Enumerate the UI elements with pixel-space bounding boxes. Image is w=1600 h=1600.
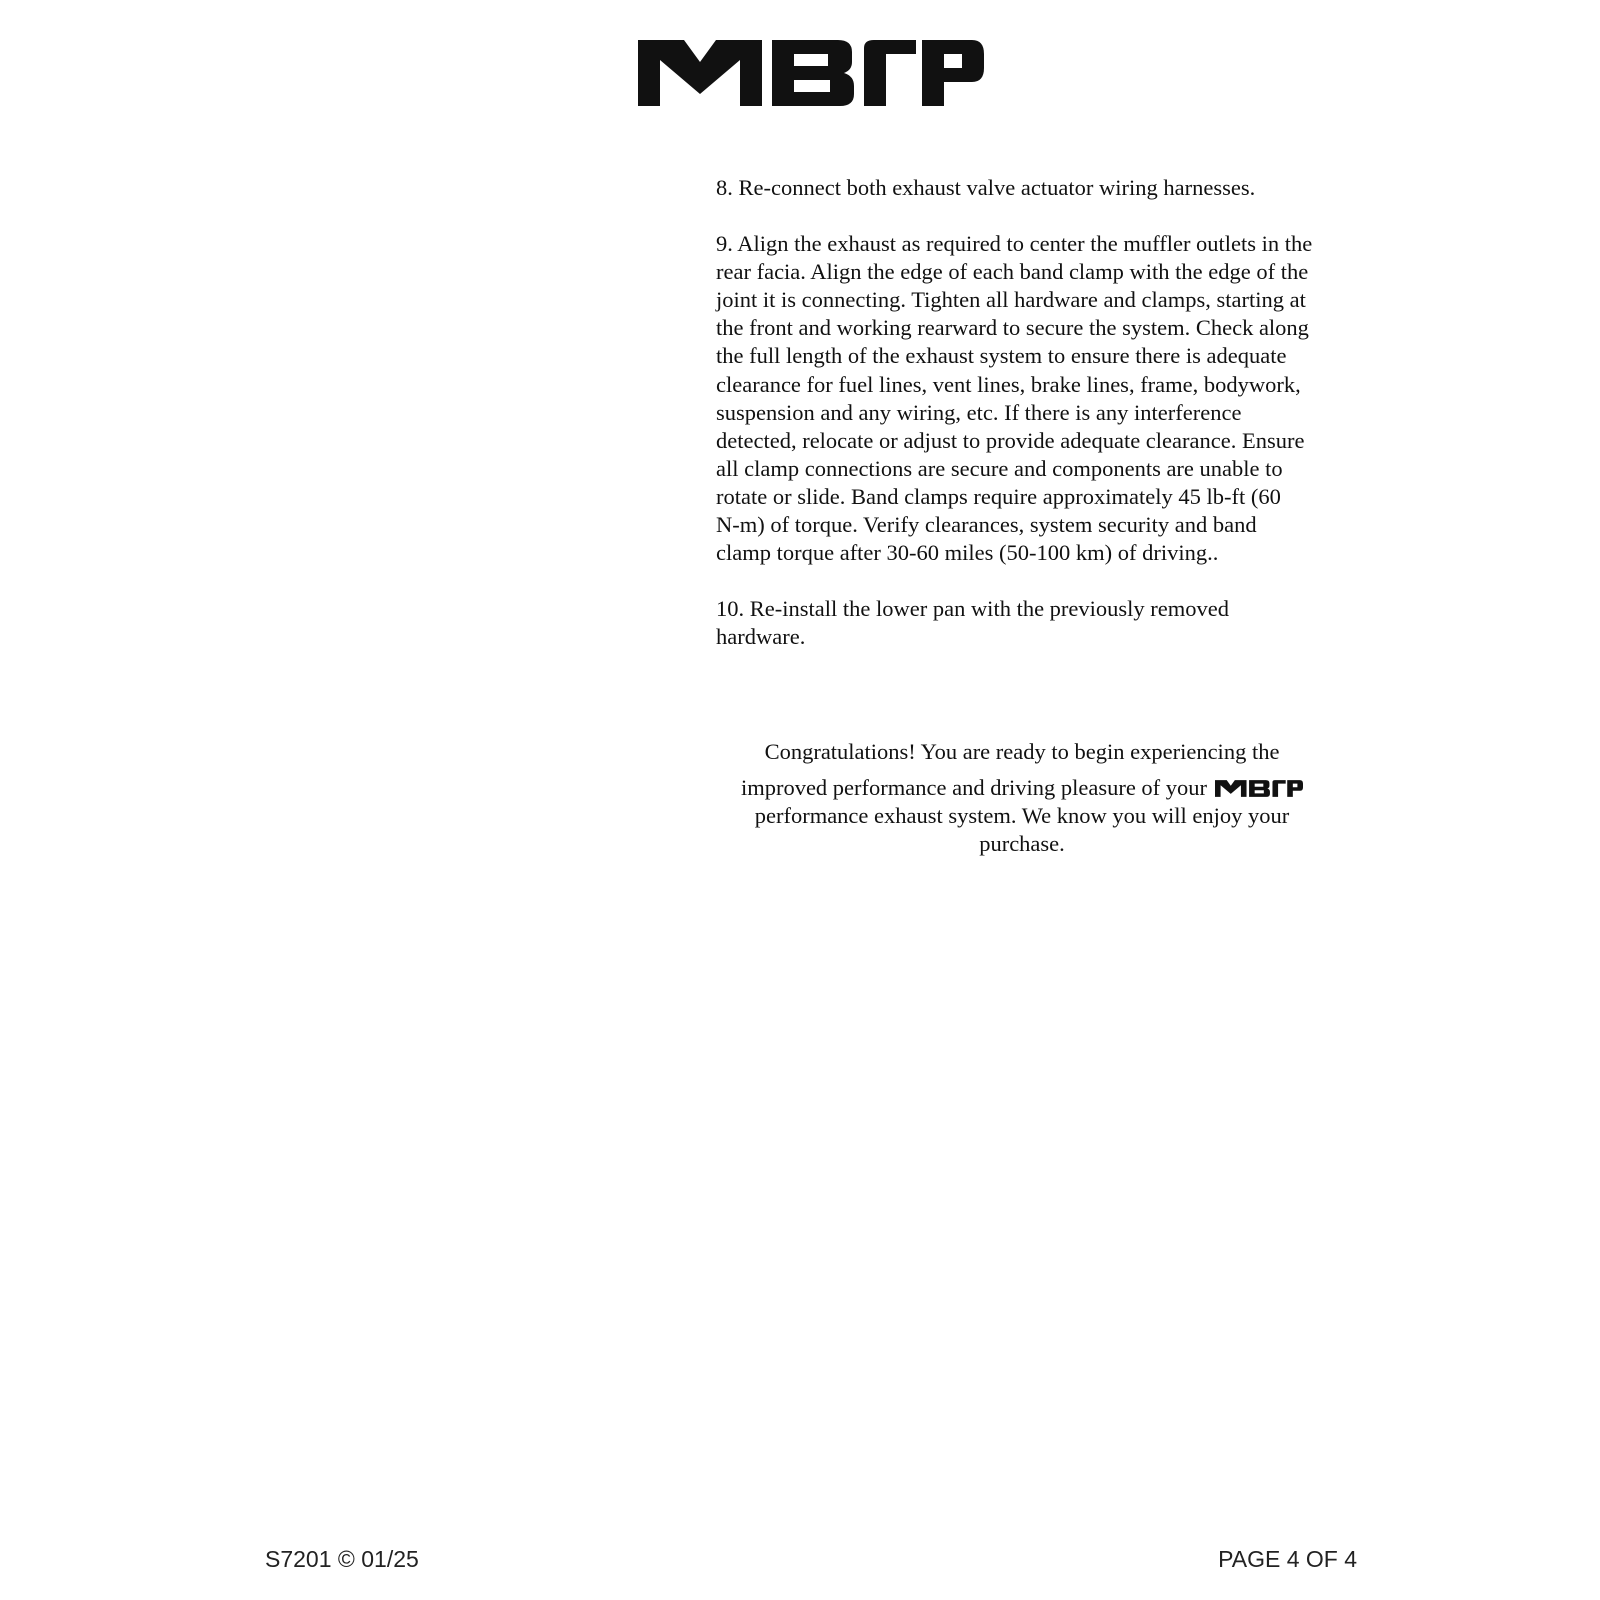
closing-line-4: purchase. — [979, 831, 1065, 857]
step-10: 10. Re-install the lower pan with the previously removed hardware. — [716, 596, 1230, 650]
closing-line-2-text: improved performance and driving pleasure of your — [740, 775, 1208, 801]
closing-message — [716, 738, 1328, 858]
step-9: 9. Align the exhaust as required to center the muffler outlets in the rear facia. Align the edge of each band clamp with the edge of the joint it is connecting. Tighten all hardware and clamps, starting at the front and working rearward to secure the system. Check along the full length of the exhaust system to ensure there is adequate clearance for fuel lines, vent lines, brake lines, frame, bodywork, suspension and any wiring, etc. If there is any interference detected, relocate or adjust to provide adequate clearance. Ensure all clamp connections are secure and components are unable to rotate or slide. Band clamps require approximately 45 lb-ft (60 N-m) of torque. Verify clearances, system security and band clamp torque after 30-60 miles (50-100 km) of driving.. — [716, 231, 1313, 566]
instructions-body — [716, 174, 1376, 679]
closing-line-3: performance exhaust system. We know you will enjoy your — [754, 803, 1290, 829]
document-code: S7201 © 01/25 — [265, 1546, 419, 1572]
closing-line-2 — [741, 774, 1303, 802]
mbrp-inline-logo — [1215, 780, 1303, 797]
closing-line-1: Congratulations! You are ready to begin experiencing the — [764, 739, 1280, 764]
step-8: 8. Re-connect both exhaust valve actuator wiring harnesses. — [716, 175, 1256, 200]
mbrp-logo — [638, 40, 984, 106]
page-indicator: PAGE 4 OF 4 — [1218, 1546, 1357, 1572]
